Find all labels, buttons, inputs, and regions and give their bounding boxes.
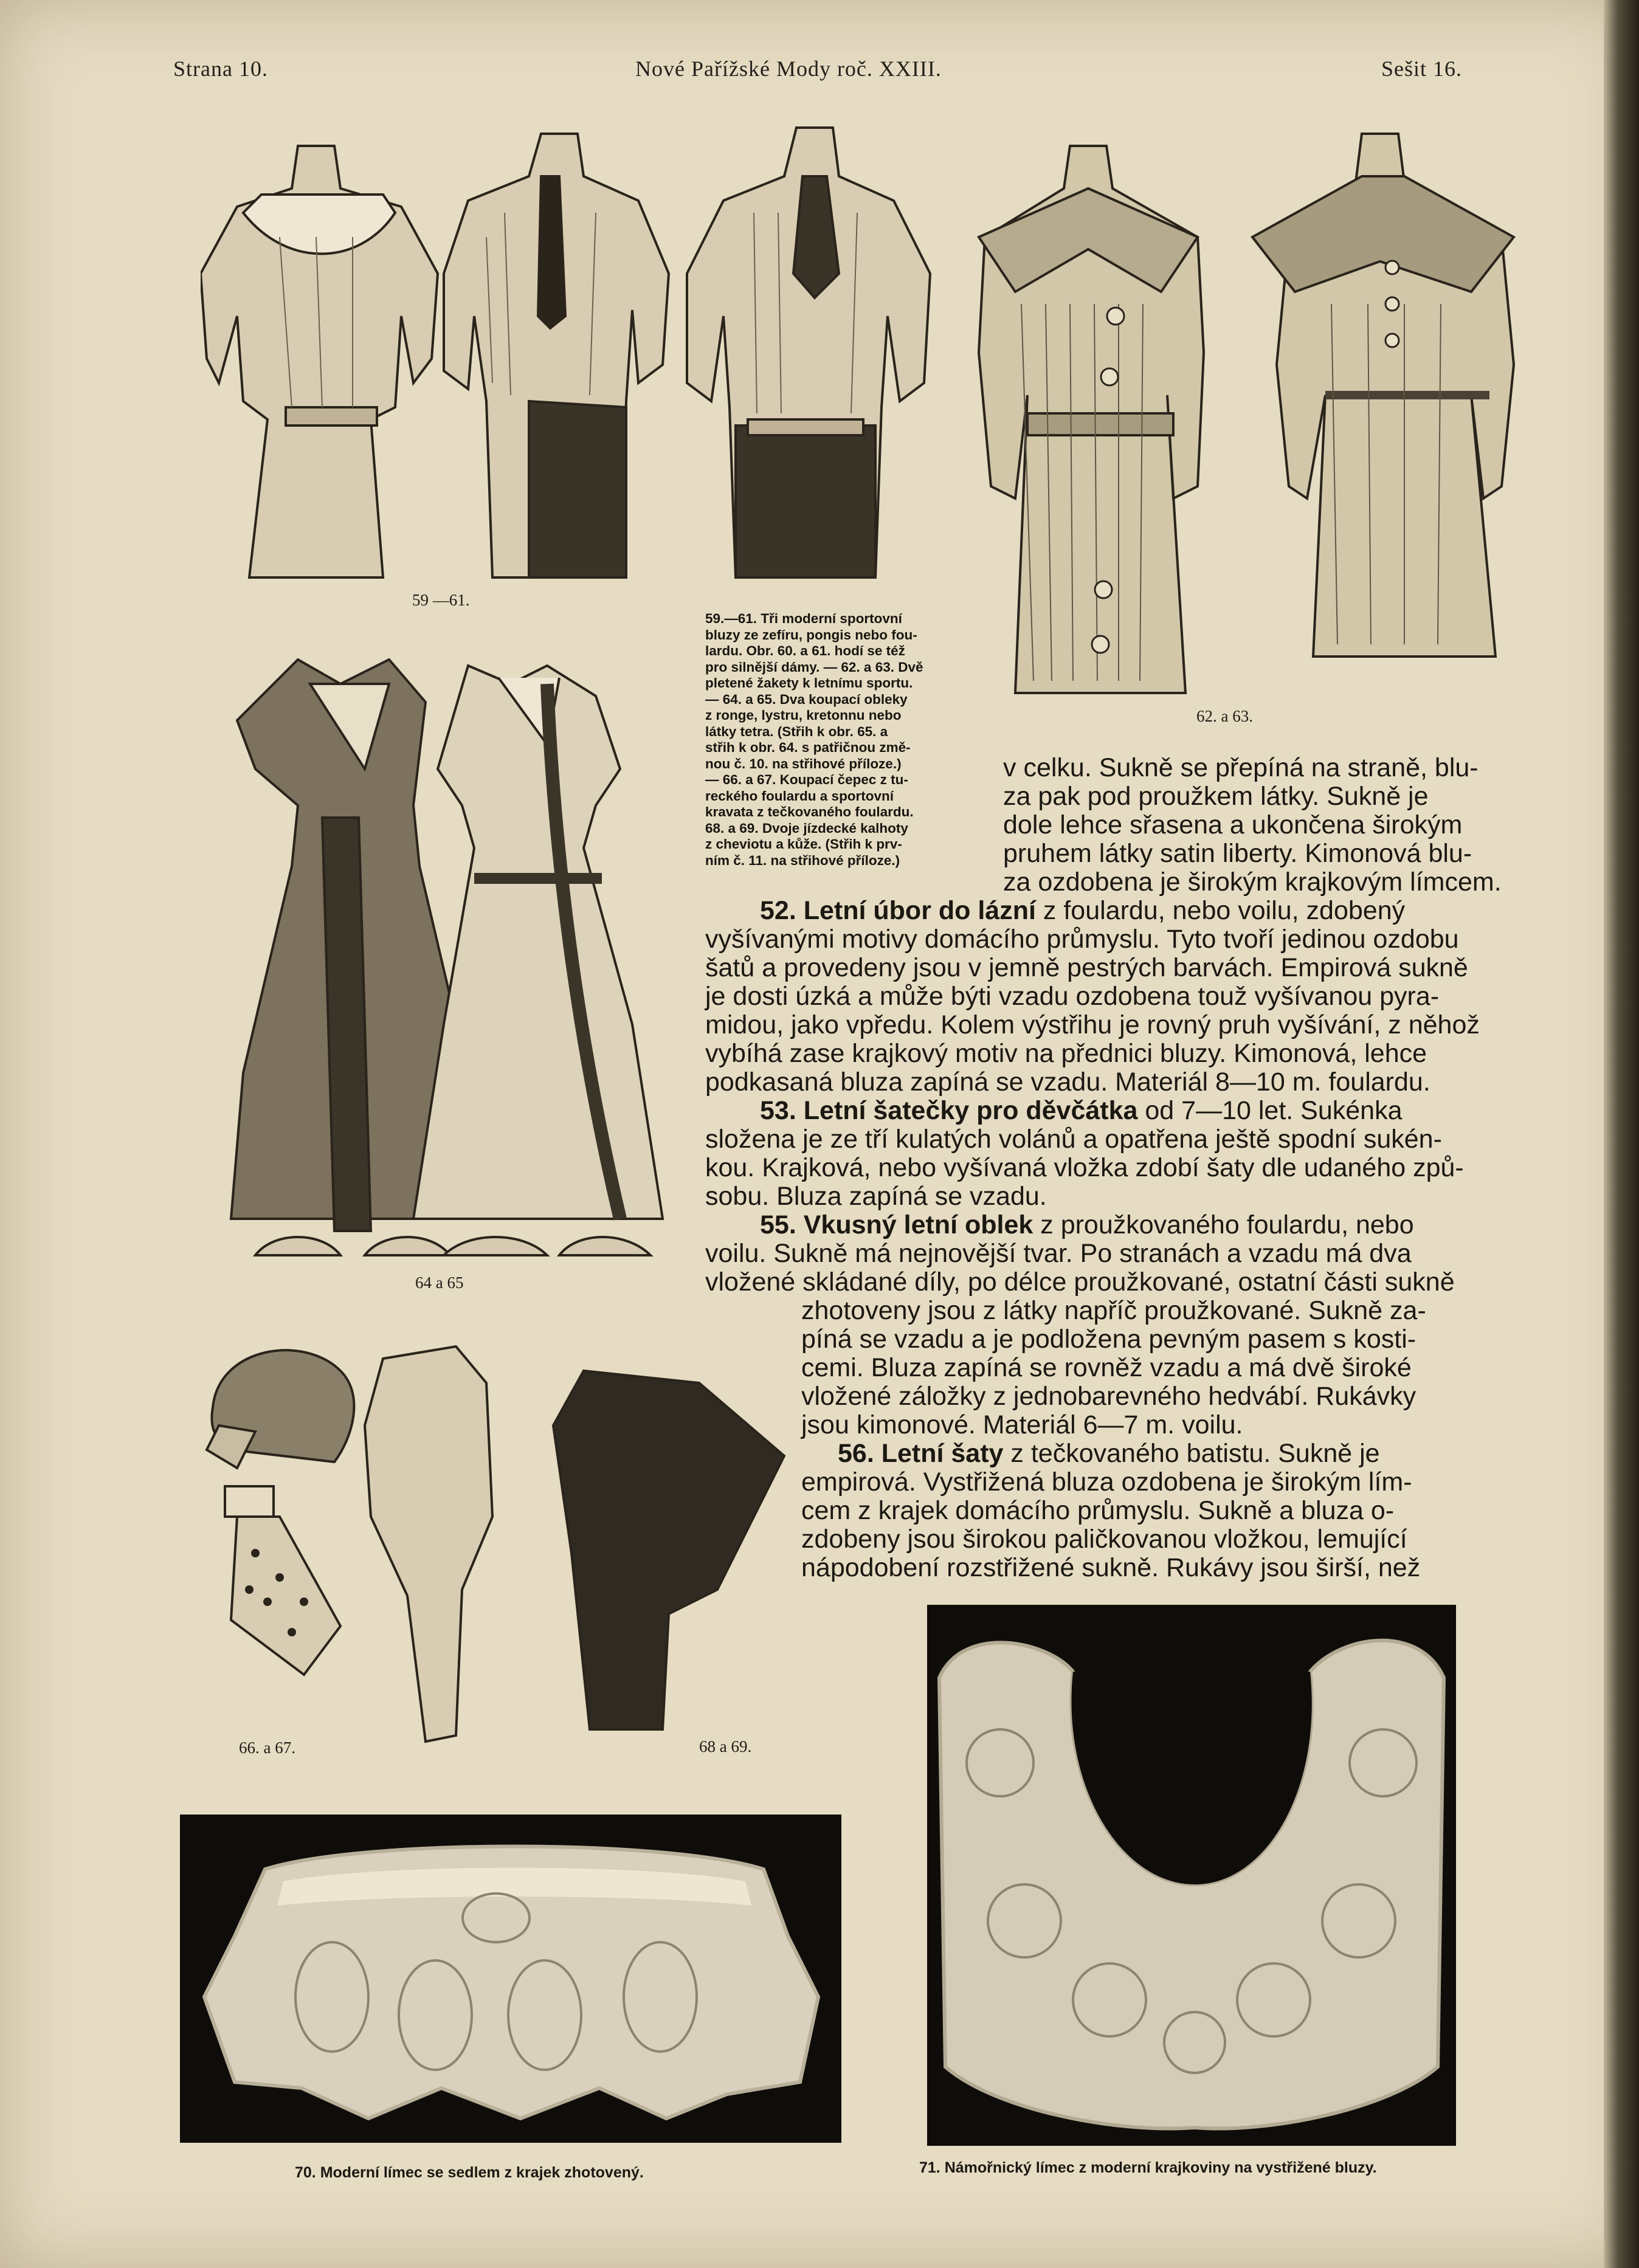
- binding-edge: [1604, 0, 1639, 2268]
- caption-line: nou č. 10. na střihové příloze.): [705, 756, 902, 771]
- text-line: jsou kimonové. Materiál 6—7 m. voilu.: [801, 1410, 1243, 1439]
- text-line: midou, jako vpředu. Kolem výstřihu je rovný pruh vyšívání, z něhož: [705, 1010, 1480, 1039]
- text-line: zhotoveny jsou z látky napříč proužkované. Sukně za-: [801, 1296, 1426, 1325]
- text-line: je dosti úzká a může býti vzadu ozdobena touž vyšívanou pyra-: [705, 982, 1440, 1011]
- article-item-53: [705, 1097, 1496, 1211]
- text-line: empirová. Vystřižená bluza ozdobena je širokým lím-: [801, 1467, 1412, 1497]
- item-number: 55.: [760, 1210, 796, 1239]
- caption-line: 59.—61. Tři moderní sportovní: [705, 611, 902, 626]
- item-text: od 7—10 let. Sukénka: [1137, 1096, 1403, 1125]
- text-line: vybíhá zase krajkový motiv na přednici bluzy. Kimonová, lehce: [705, 1039, 1427, 1068]
- magazine-title: Nové Pařížské Mody roč. XXIII.: [635, 57, 942, 81]
- item-text: z tečkovaného batistu. Sukně je: [1003, 1439, 1380, 1468]
- figure-label-68-69: 68 a 69.: [699, 1737, 752, 1756]
- text-line: podkasaná bluza zapíná se vzadu. Materiál 8—10 m. foulardu.: [705, 1067, 1430, 1097]
- item-title: Letní šatečky pro děvčátka: [803, 1096, 1138, 1125]
- page-number: Strana 10.: [173, 57, 268, 81]
- item-title: Letní úbor do lázní: [803, 896, 1036, 925]
- caption-line: z ronge, lystru, kretonnu nebo: [705, 708, 902, 723]
- text-line: vložené skládané díly, po délce proužkované, ostatní části sukně: [705, 1267, 1455, 1297]
- figure-caption-71: 71. Námořnický límec z moderní krajkoviny na vystřižené bluzy.: [919, 2159, 1377, 2176]
- caption-line: pletené žakety k letnímu sportu.: [705, 675, 913, 691]
- text-line: šatů a provedeny jsou v jemně pestrých barvách. Empirová sukně: [705, 953, 1468, 982]
- item-number: 52.: [760, 896, 796, 925]
- caption-line: látky tetra. (Střih k obr. 65. a: [705, 723, 888, 739]
- caption-line: pro silnější dámy. — 62. a 63. Dvě: [705, 659, 923, 675]
- text-line: kou. Krajková, nebo vyšívaná vložka zdobí šaty dle udaného způ-: [705, 1153, 1464, 1182]
- text-line: za ozdobena je širokým krajkovým límcem.: [1003, 867, 1502, 897]
- issue-number: Sešit 16.: [1381, 57, 1463, 81]
- caption-line: z cheviotu a kůže. (Střih k prv-: [705, 836, 902, 852]
- item-number: 53.: [760, 1096, 796, 1125]
- text-line: dole lehce sřasena a ukončena širokým: [1003, 810, 1463, 839]
- item-number: 56.: [838, 1439, 874, 1468]
- caption-line: — 64. a 65. Dva koupací obleky: [705, 691, 908, 707]
- text-line: píná se vzadu a je podložena pevným pasem s kosti-: [801, 1325, 1416, 1354]
- text-line: sobu. Bluza zapíná se vzadu.: [705, 1182, 1047, 1211]
- text-line: nápodobení rozstřižené sukně. Rukávy jsou širší, než: [801, 1553, 1421, 1582]
- figure-caption-block: [705, 611, 979, 869]
- article-item-56: [801, 1439, 1494, 1582]
- caption-line: — 66. a 67. Koupací čepec z tu-: [705, 772, 908, 787]
- text-line: pruhem látky satin liberty. Kimonová blu-: [1003, 839, 1472, 868]
- bathing-costumes-illustration: [182, 647, 675, 1267]
- text-line: zdobeny jsou širokou paličkovanou vložkou, lemující: [801, 1525, 1407, 1554]
- text-line: vložené záložky z jednobarevného hedvábí. Rukávky: [801, 1382, 1416, 1411]
- article-item-55-narrow: [801, 1297, 1494, 1439]
- jackets-illustration: [967, 109, 1520, 705]
- text-line: cem z krajek domácího průmyslu. Sukně a bluza o-: [801, 1496, 1395, 1525]
- caption-line: ním č. 11. na střihové příloze.): [705, 852, 900, 868]
- figure-label-59-61: 59 —61.: [412, 591, 470, 609]
- text-line: vyšívanými motivy domácího průmyslu. Tyto tvoří jedinou ozdobu: [705, 925, 1459, 954]
- caption-line: střih k obr. 64. s patřičnou změ-: [705, 740, 911, 755]
- cap-tie-breeches-illustration: [182, 1334, 802, 1760]
- item-text: z foulardu, nebo voilu, zdobený: [1035, 896, 1406, 925]
- caption-line: 68. a 69. Dvoje jízdecké kalhoty: [705, 820, 908, 836]
- caption-line: reckého foulardu a sportovní: [705, 788, 894, 804]
- lace-collar-photo-71: [927, 1605, 1456, 2146]
- blouses-illustration: [201, 115, 967, 590]
- caption-line: lardu. Obr. 60. a 61. hodí se též: [705, 643, 905, 658]
- figure-caption-70: 70. Moderní límec se sedlem z krajek zhotovený.: [295, 2164, 644, 2181]
- text-line: cemi. Bluza zapíná se rovněž vzadu a má dvě široké: [801, 1353, 1412, 1382]
- caption-line: kravata z tečkovaného foulardu.: [705, 804, 914, 819]
- article-continuation: [1003, 753, 1502, 897]
- figure-label-66-67: 66. a 67.: [239, 1739, 295, 1757]
- text-line: voilu. Sukně má nejnovější tvar. Po stranách a vzadu má dva: [705, 1239, 1412, 1268]
- text-line: v celku. Sukně se přepíná na straně, blu-: [1003, 753, 1479, 782]
- item-title: Letní šaty: [881, 1439, 1004, 1468]
- article-item-55: [705, 1211, 1496, 1297]
- text-line: složena je ze tří kulatých volánů a opatřena ještě spodní sukén-: [705, 1125, 1442, 1154]
- lace-collar-photo-70: [180, 1815, 841, 2143]
- figure-label-62-63: 62. a 63.: [1196, 707, 1253, 725]
- text-line: za pak pod proužkem látky. Sukně je: [1003, 782, 1429, 811]
- item-text: z proužkovaného foulardu, nebo: [1033, 1210, 1414, 1239]
- figure-label-64-65: 64 a 65: [415, 1274, 464, 1292]
- article-item-52: [705, 897, 1496, 1097]
- caption-line: bluzy ze zefíru, pongis nebo fou-: [705, 627, 917, 643]
- item-title: Vkusný letní oblek: [803, 1210, 1033, 1239]
